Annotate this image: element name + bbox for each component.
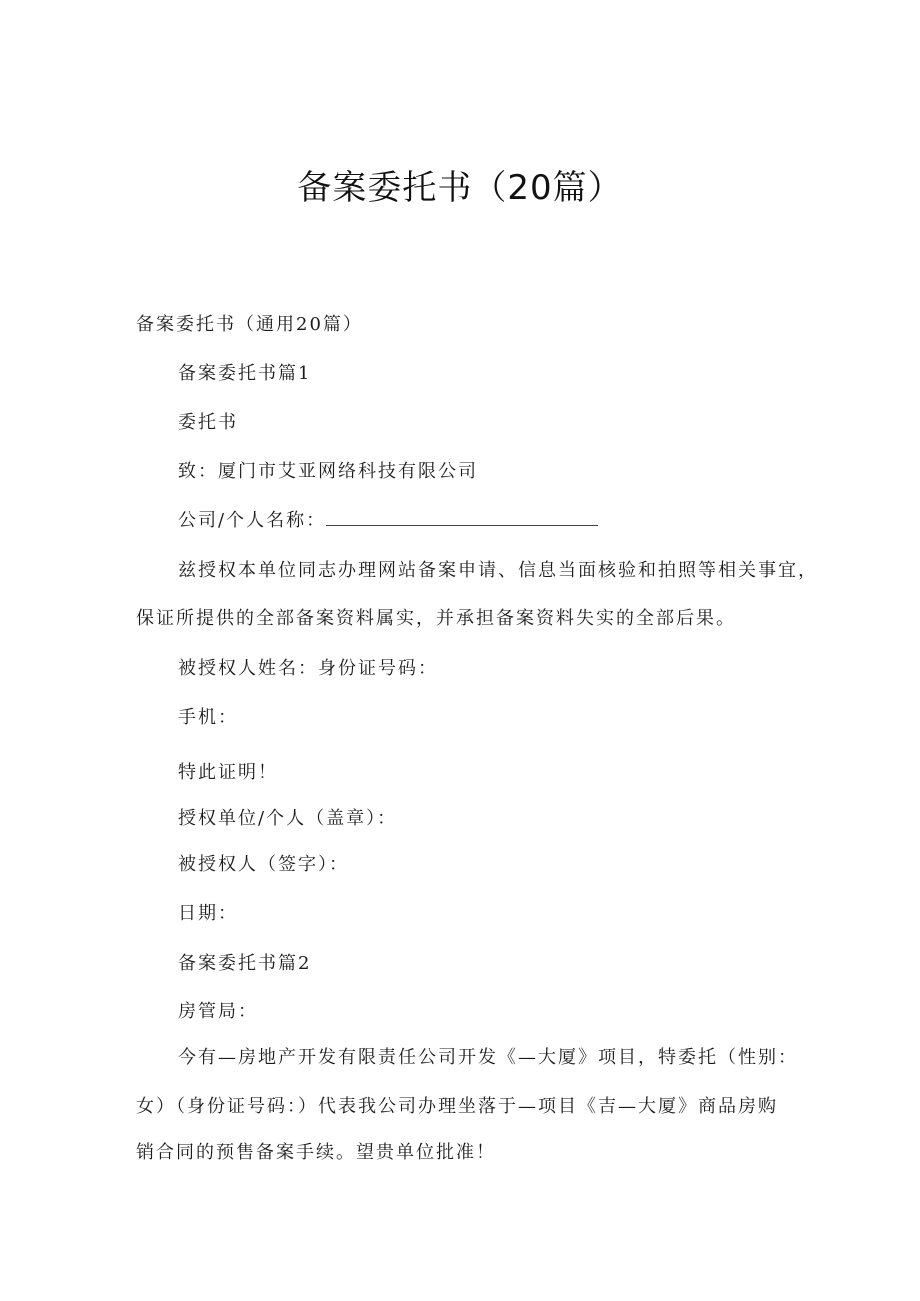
grantee-signature-label: 被授权人（签字）： bbox=[178, 854, 349, 875]
name-blank-line bbox=[326, 509, 598, 526]
phone-label: 手机： bbox=[178, 707, 238, 728]
section1-addressee: 致：厦门市艾亚网络科技有限公司 bbox=[178, 461, 478, 482]
section2-recipient: 房管局： bbox=[178, 1001, 258, 1022]
section1-heading: 备案委托书篇1 bbox=[178, 363, 312, 384]
name-field-label: 公司/个人名称： bbox=[178, 510, 327, 531]
name-field-row bbox=[178, 509, 598, 533]
grantor-seal-label: 授权单位/个人（盖章）： bbox=[178, 808, 398, 829]
section2-body-line-2: 女）（身份证号码：）代表我公司办理坐落于—项目《吉—大厦》商品房购 bbox=[136, 1096, 778, 1117]
section2-body-line-3: 销合同的预售备案手续。望贵单位批准！ bbox=[136, 1142, 496, 1163]
section2-heading: 备案委托书篇2 bbox=[178, 953, 312, 974]
document-title: 备案委托书（20篇） bbox=[297, 168, 623, 208]
section1-doc-name: 委托书 bbox=[178, 412, 238, 433]
document-subtitle: 备案委托书（通用20篇） bbox=[136, 314, 363, 335]
section1-body-line-2: 保证所提供的全部备案资料属实，并承担备案资料失实的全部后果。 bbox=[136, 608, 736, 629]
section2-body-line-1: 今有—房地产开发有限责任公司开发《—大厦》项目，特委托（性别： bbox=[178, 1047, 798, 1068]
date-label: 日期： bbox=[178, 903, 238, 924]
authorized-person-name: 被授权人姓名：身份证号码： bbox=[178, 658, 438, 679]
certification-statement: 特此证明！ bbox=[178, 762, 278, 783]
section1-body-line-1: 兹授权本单位同志办理网站备案申请、信息当面核验和拍照等相关事宜， bbox=[178, 560, 818, 581]
